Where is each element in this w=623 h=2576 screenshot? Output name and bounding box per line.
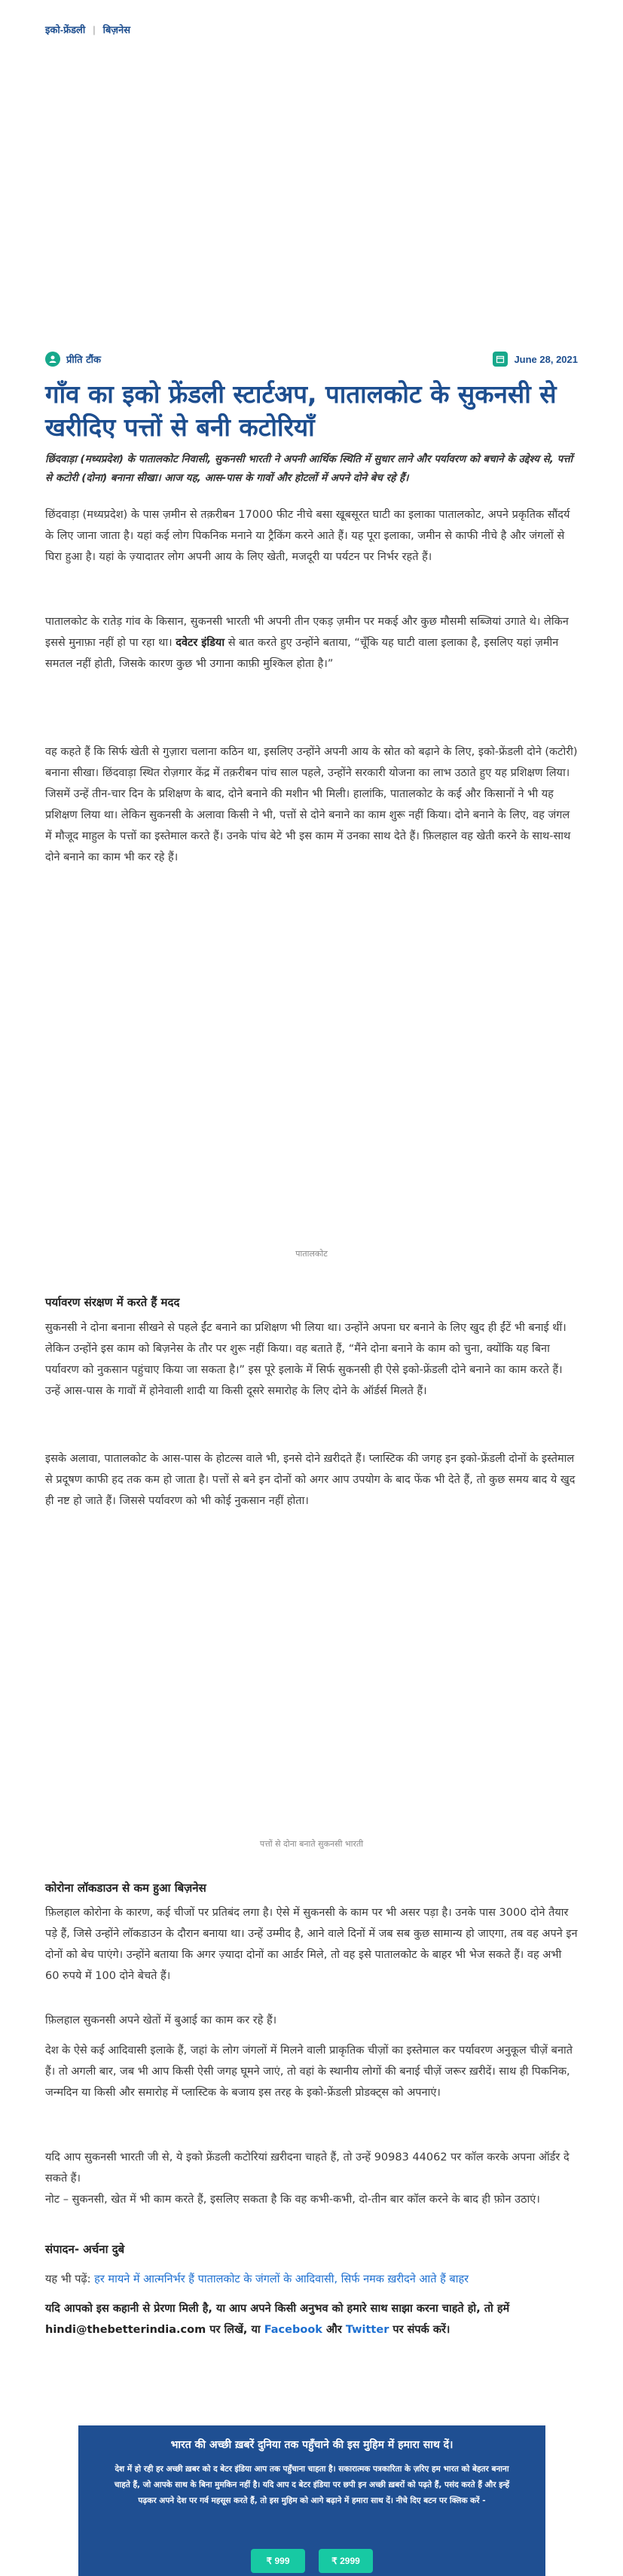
paragraph-1: छिंदवाड़ा (मध्यप्रदेश) के पास ज़मीन से तक़रीबन 17000 फीट नीचे बसा खूबसूरत घाटी का इलाका पातालकोट, अपने प्रकृतिक सौंदर्य के लिए जाना जाता है। यहां कई लोग पिकनिक मनाने या ट्रैकिंग करने आते हैं। यह पूरा इलाका, जमीन से काफी नीचे है और जंगलों से घिरा हुआ है। यहां के ज़्यादातर लोग अपनी आय के लिए खेती, मजदूरी या पर्यटन पर निर्भर रहते हैं। (45, 509, 570, 563)
paragraph-4: सुकनसी ने दोना बनाना सीखने से पहले ईंट बनाने का प्रशिक्षण भी लिया था। उन्होंने अपना घर बनाने के लिए खुद ही ईंटें भी बनाई थीं। लेकिन उन्होंने इस काम को बिज़नेस के तौर पर शुरू नहीं किया। वह बताते हैं, “मैंने दोना बनाने के काम को चुना, क्योंकि यह बिना पर्यावरण को नुकसान पहुंचाए किया जा सकता है।” इस पूरे इलाके में सिर्फ सुकनसी ही ऐसे इको-फ्रेंडली दोने बनाने का काम करते हैं। उन्हें आस-पास के गावों में होनेवाली शादी या किसी दूसरे समारोह के लिए दोने के ऑर्डर्स मिलते हैं। (45, 1322, 567, 1397)
paragraph-10: नोट – सुकनसी, खेत में भी काम करते हैं, इसलिए सकता है कि वह कभी-कभी, दो-तीन बार कॉल करने के बाद ही फ़ोन उठाएं। (45, 2194, 540, 2206)
donate-999-button[interactable]: ₹ 999 (251, 2549, 305, 2573)
facebook-link[interactable]: Facebook (264, 2324, 322, 2336)
section-heading-covid: कोरोना लॉकडाउन से कम हुआ बिज़नेस (45, 1881, 206, 1895)
paragraph-2-text-b: से बात करते हुए उन्होंने बताया, “चूँकि यह घाटी वाला इलाका है, इसलिए यहां ज़मीन समतल नहीं होती, जिसके कारण कुछ भी उगाना काफ़ी मुश्किल होता है।” (45, 637, 559, 670)
breadcrumb-item-eco[interactable]: इको-फ्रेंडली (45, 24, 86, 35)
paragraph-2-brand: दवेटर इंडिया (176, 637, 225, 649)
author-block[interactable] (45, 352, 101, 367)
editor-credit: संपादन- अर्चना दुबे (45, 2243, 125, 2256)
breadcrumb-item-business[interactable]: बिज़नेस (102, 24, 131, 35)
calendar-icon (493, 352, 508, 367)
image-caption-1: पातालकोट (295, 1249, 328, 1259)
read-also-link[interactable]: हर मायने में आत्मनिर्भर हैं पातालकोट के जंगलों के आदिवासी, सिर्फ नमक ख़रीदने आते हैं बाहर (94, 2273, 469, 2285)
breadcrumb (45, 23, 130, 36)
breadcrumb-separator: | (93, 24, 96, 35)
paragraph-5: इसके अलावा, पातालकोट के आस-पास के होटल्स वाले भी, इनसे दोने ख़रीदते हैं। प्लास्टिक की जगह इन इको-फ्रेंडली दोनों के इस्तेमाल से प्रदूषण काफी हद तक कम हो जाता है। पत्तों से बने इन दोनों को अगर आप उपयोग के बाद फेंक भी देते हैं, तो कुछ समय बाद ये खुद ही नष्ट हो जाते हैं। जिससे पर्यावरण को भी कोई नुकसान नहीं होता। (45, 1453, 576, 1507)
paragraph-3: वह कहते हैं कि सिर्फ खेती से गुज़ारा चलाना कठिन था, इसलिए उन्होंने अपनी आय के स्रोत को बढ़ाने के लिए, इको-फ्रेंडली दोने (कटोरी) बनाना सीखा। छिंदवाड़ा स्थित रोज़गार केंद्र में तक़रीबन पांच साल पहले, उन्होंने सरकारी योजना का लाभ उठाते हुए यह प्रशिक्षण लिया। जिसमें उन्हें तीन-चार दिन के प्रशिक्षण के बाद, दोने बनाने की मशीन भी मिली। हालांकि, पातालकोट के कई और किसानों ने भी यह प्रशिक्षण लिया था। लेकिन सुकनसी के अलावा किसी ने भी, पत्तों से दोने बनाने का काम शुरू नहीं किया। दोने बनाने के लिए, वह जंगल में मौजूद माहुल के पत्तों का इस्तेमाल करते हैं। उनके पांच बेटे भी इस काम में उनका साथ देते हैं। फ़िलहाल वह खेती करने के साथ-साथ दोने बनाने का काम भी कर रहे हैं। (45, 746, 578, 863)
paragraph-2-text-a: पातालकोट के रातेड़ गांव के किसान, सुकनसी भारती भी अपनी तीन एकड़ ज़मीन पर मकई और कुछ मौसमी सब्जियां उगाते थे। लेकिन इससे मुनाफ़ा नहीं हो पा रहा था। (45, 616, 569, 649)
donation-buttons (78, 2549, 545, 2573)
paragraph-7: फ़िलहाल सुकनसी अपने खेतों में बुआई का काम कर रहे हैं। (45, 2014, 277, 2026)
read-also (45, 2269, 578, 2290)
article-standfirst: छिंदवाड़ा (मध्यप्रदेश) के पातालकोट निवासी, सुकनसी भारती ने अपनी आर्थिक स्थिति में सुधार लाने और पर्यावरण को बचाने के उद्देश्य से, पत्तों से कटोरी (दोना) बनाना सीखा। आज यह, आस-पास के गावों और होटलों में अपने दोने बेच रहे हैं। (45, 453, 573, 484)
paragraph-2 (45, 611, 578, 674)
article-title: गाँव का इको फ्रेंडली स्टार्टअप, पातालकोट के सुकनसी से खरीदिए पत्तों से बनी कटोरियाँ (45, 379, 557, 442)
cta-text-b: पर संपर्क करें। (392, 2324, 450, 2336)
publish-date: June 28, 2021 (514, 353, 578, 365)
twitter-link[interactable]: Twitter (345, 2324, 389, 2336)
paragraph-6: फ़िलहाल कोरोना के कारण, कई चीजों पर प्रतिबंद लगा है। ऐसे में सुकनसी के काम पर भी असर पड़ा है। उनके पास 3000 दोने तैयार पड़े हैं, जिसे उन्होंने लॉकडाउन के दौरान बनाया था। उन्हें उम्मीद है, आने वाले दिनों में जब सब कुछ सामान्य हो जाएगा, तब वह अपने इन दोनों को बेच पाएंगे। उन्होंने बताया कि अगर ज़्यादा दोनों का आर्डर मिले, तो वह इसे पातालकोट के बाहर भी भेज सकते हैं। वह अभी 60 रुपये में 100 दोने बेचते हैं। (45, 1907, 578, 1982)
date-block (493, 352, 578, 367)
cta-text-a: यदि आपको इस कहानी से प्रेरणा मिली है, या आप अपने किसी अनुभव को हमारे साथ साझा करना चाहते हो, तो हमें hindi@thebetterindia.com पर लिखें, या (45, 2303, 510, 2336)
donate-2999-button[interactable]: ₹ 2999 (319, 2549, 373, 2573)
support-banner-text: देश में हो रही हर अच्छी ख़बर को द बेटर इंडिया आप तक पहुँचाना चाहता है। सकारात्मक पत्रकारिता के ज़रिए हम भारत को बेहतर बनाना चाहते हैं, जो आपके साथ के बिना मुमकिन नहीं है। यदि आप द बेटर इंडिया पर छपी इन अच्छी ख़बरों को पढ़ते हैं, पसंद करते हैं और इन्हें पढ़कर अपने देश पर गर्व महसूस करते हैं, तो इस मुहिम को आगे बढ़ाने में हमारा साथ दें। नीचे दिए बटन पर क्लिक करें - (114, 2465, 510, 2505)
cta-paragraph (45, 2298, 578, 2340)
paragraph-8: देश के ऐसे कई आदिवासी इलाके हैं, जहां के लोग जंगलों में मिलने वाली प्राकृतिक चीज़ों का इस्तेमाल कर पर्यावरण अनुकूल चीज़ें बनाते हैं। तो अगली बार, जब भी आप किसी ऐसी जगह घूमने जाएं, तो वहां के स्थानीय लोगों की बनाई चीज़ें जरूर ख़रीदें। साथ ही पिकनिक, जन्मदिन या किसी और समारोह में प्लास्टिक के बजाय इस तरह के इको-फ्रेंडली प्रोडक्ट्स को अपनाएं। (45, 2045, 573, 2099)
section-heading-environment: पर्यावरण संरक्षण में करते हैं मदद (45, 1296, 180, 1309)
author-name[interactable]: प्रीति टौंक (66, 355, 101, 366)
support-banner (78, 2425, 545, 2576)
user-icon (45, 352, 60, 367)
paragraph-9: यदि आप सुकनसी भारती जी से, ये इको फ्रेंडली कटोरियां ख़रीदना चाहते हैं, तो उन्हें 90983 44062 पर कॉल करके अपना ऑर्डर दे सकते हैं। (45, 2151, 570, 2185)
image-caption-2: पत्तों से दोना बनाते सुकनसी भारती (259, 1839, 364, 1849)
cta-and: और (326, 2324, 342, 2336)
read-also-label: यह भी पढ़ें: (45, 2273, 91, 2285)
article-meta (45, 352, 578, 370)
support-banner-heading: भारत की अच्छी ख़बरें दुनिया तक पहुँचाने की इस मुहिम में हमारा साथ दें। (170, 2439, 454, 2451)
